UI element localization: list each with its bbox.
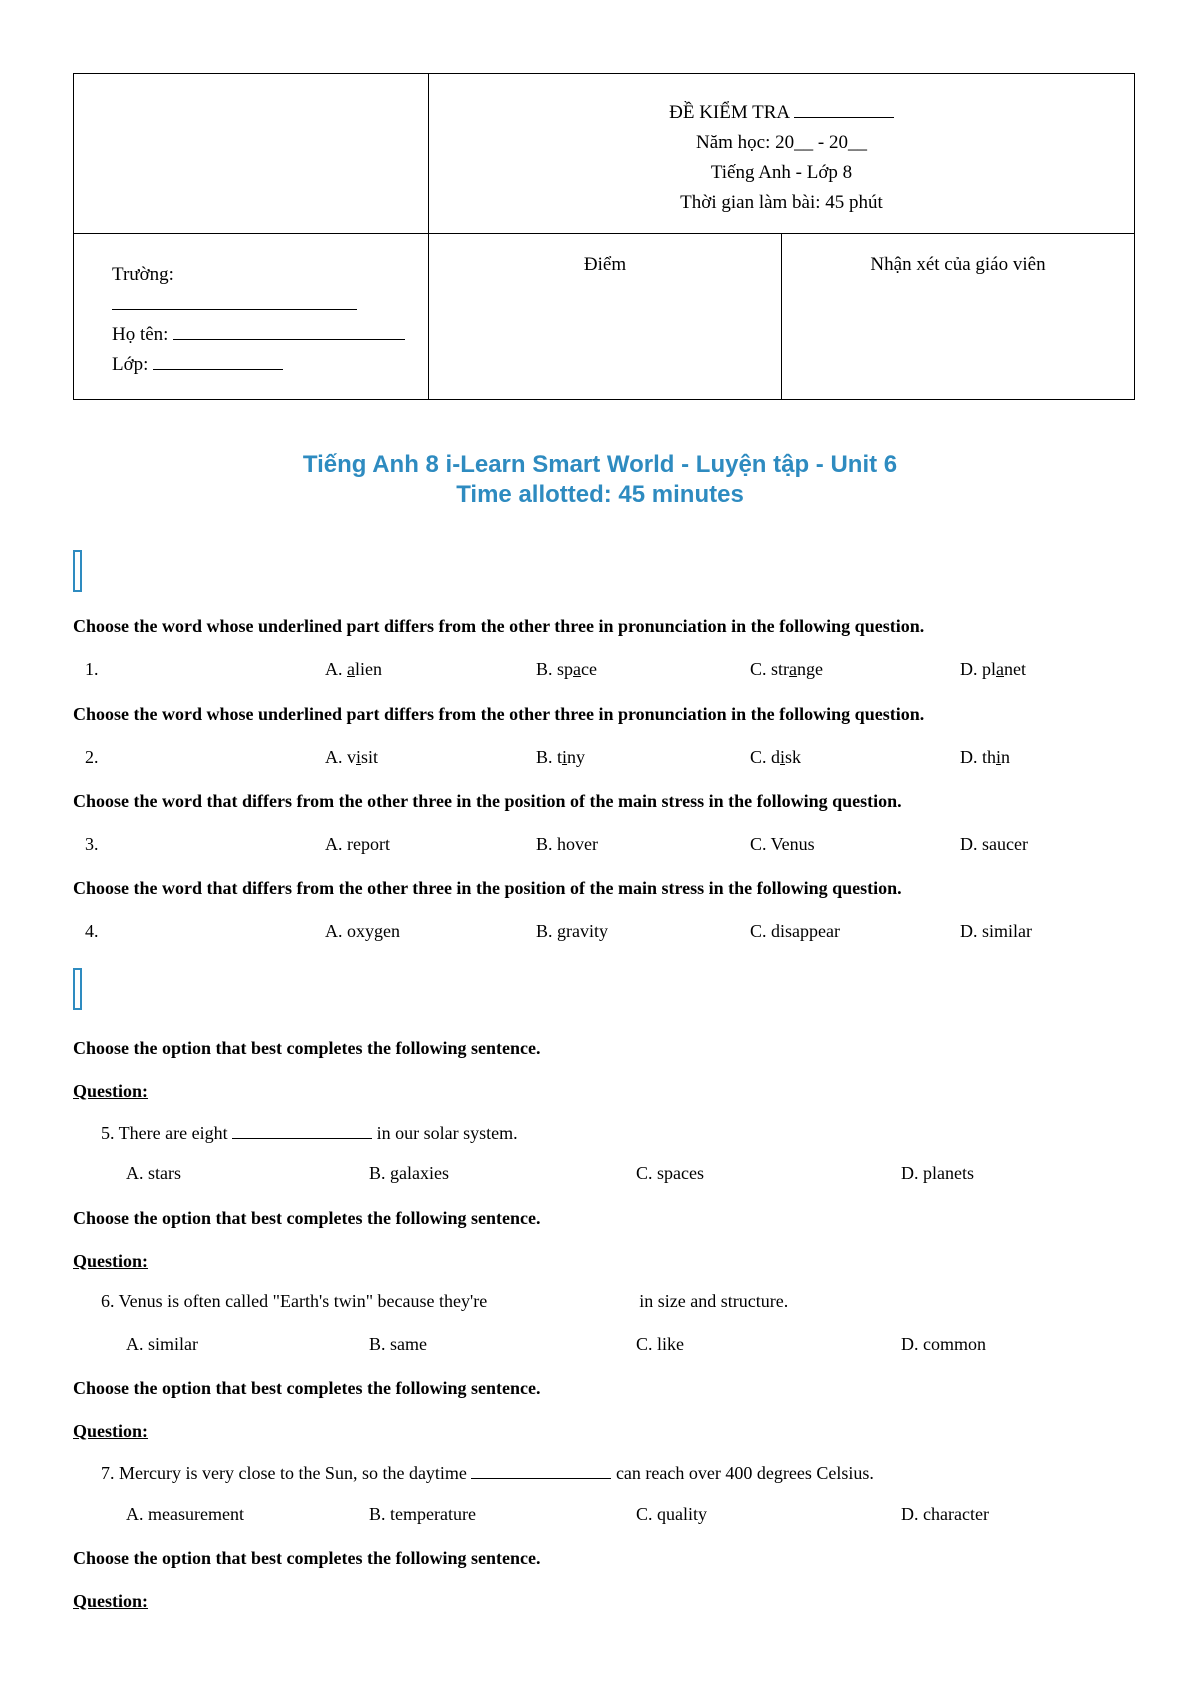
question-stem-7: 7. Mercury is very close to the Sun, so the daytime can reach over 400 degrees Celsius. [101,1460,874,1484]
header-empty-cell [74,74,429,234]
option-c[interactable]: C. disk [750,747,802,767]
instruction-text: Choose the word whose underlined part differs from the other three in pronunciation in the following question. [73,704,925,724]
class-blank[interactable] [153,351,283,370]
option-b[interactable]: B. hover [536,834,598,854]
option-d[interactable]: D. saucer [960,834,1028,854]
option-b[interactable]: B. space [536,659,597,679]
section-marker [73,968,82,1010]
options-row-5 [0,1163,1200,1189]
instruction-text: Choose the option that best completes the following sentence. [73,1378,541,1398]
option-a[interactable]: A. report [325,834,390,854]
question-row-2 [0,747,1200,773]
option-c[interactable]: C. disappear [750,921,840,941]
question-label: Question: [73,1081,149,1101]
options-row-6 [0,1334,1200,1360]
option-d[interactable]: D. planet [960,659,1026,679]
question-stem-5: 5. There are eight in our solar system. [101,1120,518,1144]
option-d[interactable]: D. planets [901,1163,974,1183]
question-number: 1. [85,659,99,679]
option-d[interactable]: D. similar [960,921,1032,941]
instruction-text: Choose the option that best completes the following sentence. [73,1548,541,1568]
option-b[interactable]: B. galaxies [369,1163,449,1183]
option-d[interactable]: D. common [901,1334,986,1354]
score-cell [429,234,782,400]
option-c[interactable]: C. like [636,1334,684,1354]
option-a[interactable]: A. visit [325,747,379,767]
question-stem-6: 6. Venus is often called "Earth's twin" because they're in size and structure. [101,1291,789,1311]
option-c[interactable]: C. spaces [636,1163,704,1183]
subject: Tiếng Anh - Lớp 8 [710,162,853,183]
exam-info-cell [429,74,1135,234]
question-row-1 [0,659,1200,685]
option-d[interactable]: D. character [901,1504,989,1524]
option-b[interactable]: B. tiny [536,747,586,767]
option-a[interactable]: A. similar [126,1334,198,1354]
page-title: Tiếng Anh 8 i-Learn Smart World - Luyện tập - Unit 6 [302,451,898,478]
page-subtitle: Time allotted: 45 minutes [456,481,744,508]
instruction-text: Choose the word that differs from the other three in the position of the main stress in the following question. [73,878,902,898]
question-label: Question: [73,1421,149,1441]
score-label: Điểm [583,254,627,275]
option-a[interactable]: A. measurement [126,1504,244,1524]
option-b[interactable]: B. same [369,1334,427,1354]
exam-title-blank [794,99,894,118]
question-number: 2. [85,747,99,767]
option-a[interactable]: A. stars [126,1163,181,1183]
answer-blank[interactable] [471,1460,611,1479]
comment-label: Nhận xét của giáo viên [870,254,1046,275]
section-marker [73,550,82,592]
comment-cell [782,234,1135,400]
exam-title: ĐỀ KIỂM TRA [669,102,790,123]
question-label: Question: [73,1251,149,1271]
option-a[interactable]: A. oxygen [325,921,400,941]
exam-time: Thời gian làm bài: 45 phút [680,192,883,213]
answer-blank[interactable] [232,1120,372,1139]
question-row-3 [0,834,1200,860]
option-b[interactable]: B. temperature [369,1504,476,1524]
instruction-text: Choose the option that best completes the following sentence. [73,1038,541,1058]
name-label: Họ tên: [112,324,169,345]
student-info-cell [74,234,429,400]
option-b[interactable]: B. gravity [536,921,608,941]
question-label: Question: [73,1591,149,1611]
question-row-4 [0,921,1200,947]
option-c[interactable]: C. strange [750,659,824,679]
option-d[interactable]: D. thin [960,747,1011,767]
school-blank[interactable] [112,291,357,310]
name-blank[interactable] [173,321,405,340]
instruction-text: Choose the word that differs from the other three in the position of the main stress in the following question. [73,791,902,811]
instruction-text: Choose the word whose underlined part differs from the other three in pronunciation in the following question. [73,616,925,636]
option-c[interactable]: C. quality [636,1504,707,1524]
option-c[interactable]: C. Venus [750,834,815,854]
question-number: 4. [85,921,99,941]
instruction-text: Choose the option that best completes the following sentence. [73,1208,541,1228]
option-a[interactable]: A. alien [325,659,382,679]
school-label: Trường: [112,264,174,285]
options-row-7 [0,1504,1200,1530]
school-year: Năm học: 20__ - 20__ [696,132,867,153]
header-table [73,73,1135,400]
class-label: Lớp: [112,354,149,375]
question-number: 3. [85,834,99,854]
